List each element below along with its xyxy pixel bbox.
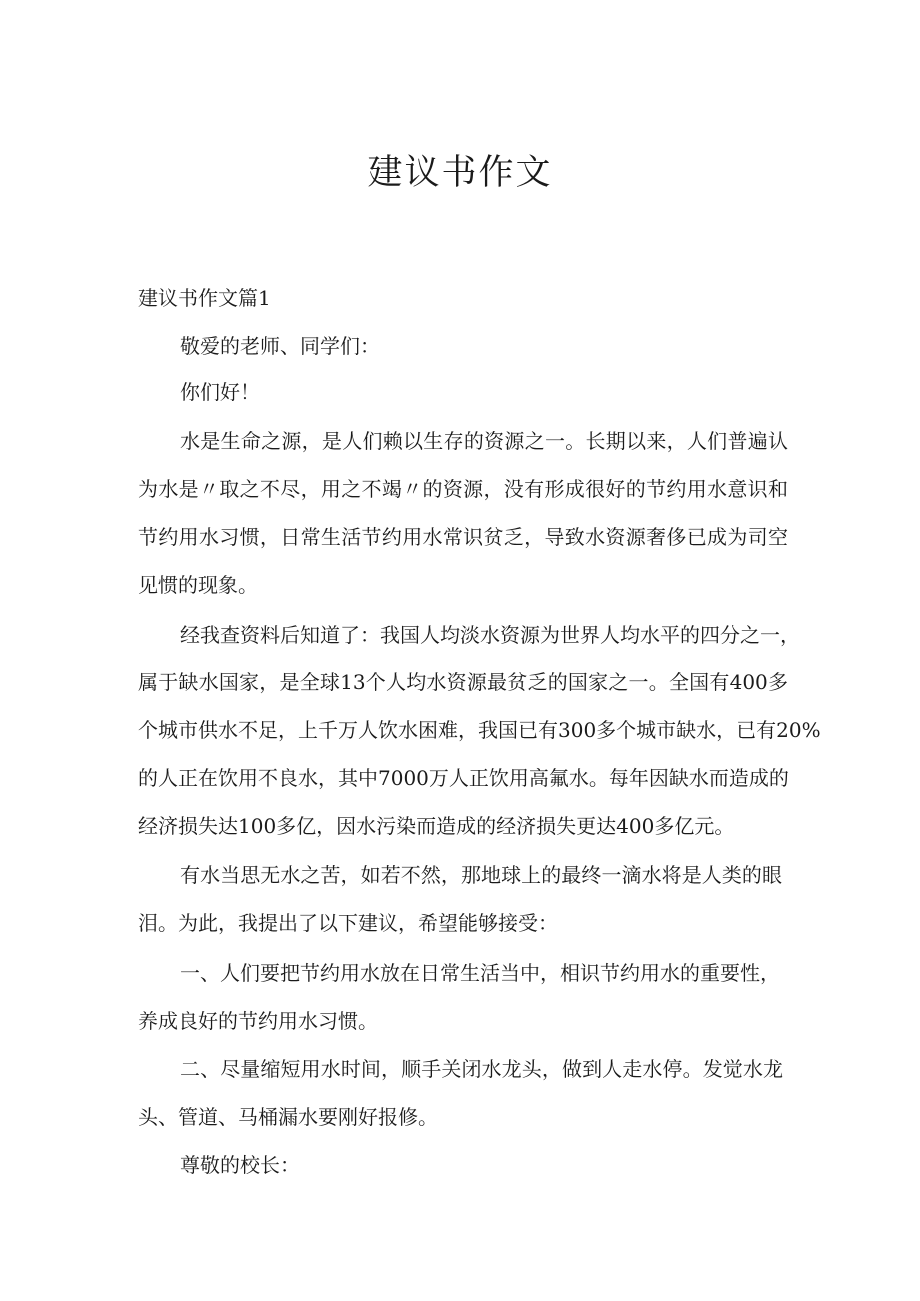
paragraph-1-line-4: 见惯的现象。 [138, 573, 258, 597]
greeting-line: 敬爱的老师、同学们： [180, 334, 380, 358]
document-title: 建议书作文 [367, 153, 553, 193]
paragraph-2-line-2: 属于缺水国家，是全球13个人均水资源最贫乏的国家之一。全国有400多 [138, 670, 788, 694]
paragraph-1-line-1: 水是生命之源，是人们赖以生存的资源之一。长期以来，人们普遍认 [180, 429, 788, 453]
suggestion-1-line-1: 一、人们要把节约用水放在日常生活当中，相识节约用水的重要性， [180, 961, 780, 985]
suggestion-2-line-2: 头、管道、马桶漏水要刚好报修。 [138, 1105, 438, 1129]
paragraph-2-line-3: 个城市供水不足，上千万人饮水困难，我国已有300多个城市缺水，已有20% [138, 718, 821, 742]
suggestion-2-line-1: 二、尽量缩短用水时间，顺手关闭水龙头，做到人走水停。发觉水龙 [180, 1057, 783, 1081]
suggestion-1-line-2: 养成良好的节约用水习惯。 [138, 1009, 378, 1033]
paragraph-3-line-1: 有水当思无水之苦，如若不然，那地球上的最终一滴水将是人类的眼 [180, 863, 782, 887]
salutation-line: 你们好！ [180, 380, 260, 404]
paragraph-2-line-5: 经济损失达100多亿，因水污染而造成的经济损失更达400多亿元。 [138, 814, 735, 838]
paragraph-2-line-4: 的人正在饮用不良水，其中7000万人正饮用高氟水。每年因缺水而造成的 [138, 766, 789, 790]
paragraph-2-line-1: 经我查资料后知道了：我国人均淡水资源为世界人均水平的四分之一， [180, 623, 800, 647]
paragraph-1-line-3: 节约用水习惯，日常生活节约用水常识贫乏，导致水资源奢侈已成为司空 [138, 525, 788, 549]
section-heading: 建议书作文篇1 [138, 286, 271, 310]
paragraph-1-line-2: 为水是〃取之不尽，用之不竭〃的资源，没有形成很好的节约用水意识和 [138, 477, 788, 501]
paragraph-3-line-2: 泪。为此，我提出了以下建议，希望能够接受： [138, 911, 558, 935]
closing-salutation: 尊敬的校长： [180, 1153, 300, 1177]
